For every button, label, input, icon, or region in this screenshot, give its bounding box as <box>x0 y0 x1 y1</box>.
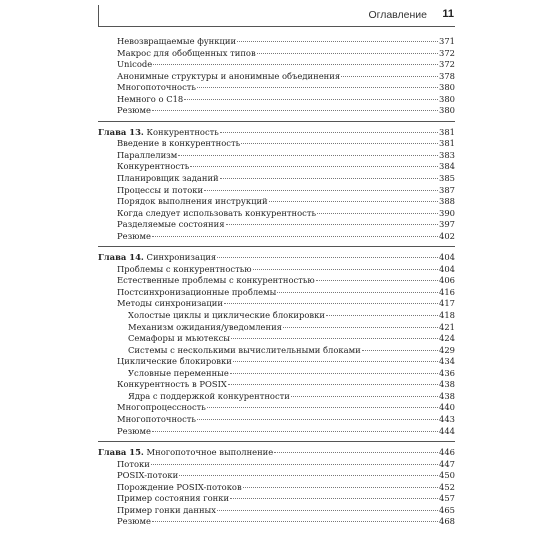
entry-title: Многопоточное выполнение <box>146 447 274 458</box>
toc-entry-label <box>128 391 290 401</box>
toc-page-number: 388 <box>439 196 455 207</box>
entry-title: Синхронизация <box>146 252 217 263</box>
dot-leader <box>178 155 438 156</box>
entry-title: Введение в конкурентность <box>117 138 241 149</box>
toc-entry-label <box>117 287 276 297</box>
section-divider <box>98 242 455 247</box>
toc-entry <box>98 36 455 48</box>
toc-entry-label <box>117 298 223 308</box>
toc-entry-label <box>117 459 150 469</box>
toc-page-number: 371 <box>439 36 455 46</box>
toc-entry-label <box>117 71 340 81</box>
entry-title: Порядок выполнения инструкций <box>117 196 268 207</box>
toc-entry <box>98 173 455 185</box>
toc-page-number: 383 <box>439 149 455 160</box>
toc-page-number: 380 <box>439 105 455 116</box>
entry-title: Резюме <box>117 230 151 241</box>
toc-entry <box>98 298 455 310</box>
toc-entry-label <box>117 161 189 171</box>
toc-page-number: 380 <box>439 82 455 93</box>
entry-title: Порождение POSIX-потоков <box>117 481 242 492</box>
entry-title: Условные переменные <box>128 367 229 378</box>
entry-title: Проблемы с конкурентностью <box>117 263 252 274</box>
entry-title: Невозвращаемые функции <box>117 36 237 46</box>
toc-entry <box>98 82 455 94</box>
toc-page-number: 450 <box>439 470 455 481</box>
toc-entry <box>98 161 455 173</box>
entry-title: Механизм ожидания/уведомления <box>128 321 282 332</box>
header-title: Оглавление <box>368 9 427 21</box>
entry-title: Естественные проблемы с конкурентностью <box>117 275 315 286</box>
toc-page-number: 417 <box>439 298 455 309</box>
toc-page-number: 465 <box>439 504 455 515</box>
toc-entry-label <box>117 516 151 526</box>
dot-leader <box>152 110 438 111</box>
section-divider <box>98 117 455 122</box>
toc-entry-label <box>117 150 177 160</box>
toc-entry-label <box>117 402 206 412</box>
dot-leader <box>204 190 438 191</box>
toc-entry-label <box>98 447 273 457</box>
dot-leader <box>152 521 438 522</box>
table-of-contents <box>98 36 455 528</box>
toc-entry <box>98 482 455 494</box>
entry-title: Холостые циклы и циклические блокировки <box>128 310 325 321</box>
toc-page-number: 381 <box>439 138 455 149</box>
toc-entry <box>98 345 455 357</box>
dot-leader <box>243 487 438 488</box>
entry-title: Планировщик заданий <box>117 173 219 184</box>
entry-title: Когда следует использовать конкурентность <box>117 207 317 218</box>
toc-page-number: 390 <box>439 207 455 218</box>
toc-entry-label <box>117 94 183 104</box>
entry-title: Многопроцессность <box>117 402 206 413</box>
dot-leader <box>220 178 438 179</box>
toc-entry-label <box>117 493 229 503</box>
toc-entry-label <box>128 322 282 332</box>
entry-title: Конкурентность <box>146 126 219 137</box>
dot-leader <box>197 419 438 420</box>
entry-title: Многопоточность <box>117 82 196 93</box>
toc-entry <box>98 426 455 438</box>
toc-entry-label <box>117 138 240 148</box>
toc-entry-label <box>117 208 316 218</box>
toc-entry-label <box>128 345 361 355</box>
toc-entry <box>98 219 455 231</box>
dot-leader <box>197 87 438 88</box>
toc-page-number: 402 <box>439 230 455 241</box>
toc-entry-label <box>117 219 225 229</box>
toc-page-number: 385 <box>439 173 455 184</box>
toc-page-number: 372 <box>439 59 455 70</box>
dot-leader <box>217 510 438 511</box>
toc-page-number: 438 <box>439 390 455 401</box>
toc-entry-label <box>128 368 229 378</box>
toc-entry <box>98 48 455 60</box>
toc-chapter-entry <box>98 252 455 264</box>
toc-entry-label <box>117 173 219 183</box>
dot-leader <box>237 41 438 42</box>
toc-page-number: 429 <box>439 344 455 355</box>
toc-page-number: 404 <box>439 252 455 263</box>
toc-entry <box>98 208 455 220</box>
toc-page-number: 397 <box>439 219 455 230</box>
running-header <box>98 5 455 27</box>
entry-title: Постсинхронизационные проблемы <box>117 286 277 297</box>
toc-entry <box>98 59 455 71</box>
toc-entry-label <box>117 59 152 69</box>
entry-title: Конкурентность <box>117 161 190 172</box>
toc-page-number: 406 <box>439 275 455 286</box>
toc-entry-label <box>117 48 256 58</box>
entry-title: Процессы и потоки <box>117 184 204 195</box>
entry-title: Конкурентность в POSIX <box>117 379 227 390</box>
toc-entry <box>98 150 455 162</box>
toc-page-number: 443 <box>439 413 455 424</box>
entry-title: Unicode <box>117 59 153 70</box>
toc-entry <box>98 264 455 276</box>
toc-page-number: 436 <box>439 367 455 378</box>
toc-entry-label <box>117 482 242 492</box>
dot-leader <box>152 236 438 237</box>
toc-page-number: 418 <box>439 310 455 321</box>
dot-leader <box>253 269 438 270</box>
dot-leader <box>217 257 438 258</box>
dot-leader <box>269 201 438 202</box>
toc-entry-label <box>117 82 196 92</box>
entry-title: Резюме <box>117 425 151 436</box>
toc-entry-label <box>128 310 325 320</box>
entry-title: Немного о C18 <box>117 93 184 104</box>
section-divider <box>98 437 455 442</box>
toc-page-number: 384 <box>439 161 455 172</box>
dot-leader <box>220 132 438 133</box>
toc-page-number: 457 <box>439 493 455 504</box>
toc-entry <box>98 333 455 345</box>
toc-page-number: 387 <box>439 184 455 195</box>
dot-leader <box>317 213 438 214</box>
dot-leader <box>326 315 438 316</box>
toc-page-number: 381 <box>439 126 455 137</box>
entry-title: Резюме <box>117 516 151 527</box>
dot-leader <box>184 99 438 100</box>
toc-entry <box>98 231 455 243</box>
toc-entry-label <box>117 414 196 424</box>
dot-leader <box>179 475 438 476</box>
toc-page-number: 434 <box>439 356 455 367</box>
dot-leader <box>228 384 438 385</box>
toc-entry-label <box>117 379 227 389</box>
toc-page-number: 424 <box>439 333 455 344</box>
dot-leader <box>152 431 438 432</box>
entry-title: Системы с несколькими вычислительными блоками <box>128 344 361 355</box>
entry-title: Анонимные структуры и анонимные объединения <box>117 70 341 81</box>
toc-page-number: 404 <box>439 263 455 274</box>
entry-title: Методы синхронизации <box>117 298 223 309</box>
toc-page-number: 440 <box>439 402 455 413</box>
toc-entry <box>98 185 455 197</box>
toc-entry <box>98 105 455 117</box>
dot-leader <box>233 361 438 362</box>
toc-page-number: 446 <box>439 447 455 458</box>
toc-entry <box>98 402 455 414</box>
dot-leader <box>231 338 438 339</box>
toc-entry-label <box>117 105 151 115</box>
toc-entry-label <box>98 252 216 262</box>
toc-entry <box>98 493 455 505</box>
toc-entry <box>98 414 455 426</box>
toc-entry <box>98 459 455 471</box>
toc-entry <box>98 505 455 517</box>
toc-entry-label <box>98 127 219 137</box>
toc-entry <box>98 356 455 368</box>
toc-entry <box>98 379 455 391</box>
toc-entry-label <box>128 333 230 343</box>
entry-title: Пример состояния гонки <box>117 493 230 504</box>
header-page-number: 11 <box>442 8 454 20</box>
toc-entry <box>98 310 455 322</box>
toc-page-number: 438 <box>439 379 455 390</box>
chapter-number: Глава 13. <box>98 126 144 137</box>
toc-chapter-entry <box>98 127 455 139</box>
entry-title: Разделяемые состояния <box>117 219 225 230</box>
toc-page-number: 380 <box>439 93 455 104</box>
dot-leader <box>224 303 438 304</box>
toc-entry-label <box>117 231 151 241</box>
entry-title: Резюме <box>117 105 151 116</box>
toc-entry-label <box>117 196 268 206</box>
toc-entry <box>98 322 455 334</box>
toc-entry <box>98 138 455 150</box>
toc-entry <box>98 275 455 287</box>
entry-title: Параллелизм <box>117 149 178 160</box>
entry-title: Ядра с поддержкой конкурентности <box>128 390 290 401</box>
toc-entry-label <box>117 185 203 195</box>
dot-leader <box>230 373 438 374</box>
toc-entry-label <box>117 356 232 366</box>
toc-entry-label <box>117 505 216 515</box>
dot-leader <box>230 498 438 499</box>
toc-entry <box>98 368 455 380</box>
entry-title: Циклические блокировки <box>117 356 232 367</box>
entry-title: Семафоры и мьютексы <box>128 333 230 344</box>
dot-leader <box>153 64 438 65</box>
toc-entry <box>98 470 455 482</box>
toc-entry-label <box>117 264 252 274</box>
dot-leader <box>362 350 438 351</box>
toc-entry <box>98 516 455 528</box>
entry-title: Пример гонки данных <box>117 504 216 515</box>
toc-entry <box>98 71 455 83</box>
entry-title: Макрос для обобщенных типов <box>117 47 256 58</box>
chapter-number: Глава 14. <box>98 252 144 263</box>
dot-leader <box>190 166 438 167</box>
dot-leader <box>226 224 439 225</box>
toc-page-number: 416 <box>439 286 455 297</box>
toc-entry <box>98 196 455 208</box>
toc-entry-label <box>117 426 151 436</box>
toc-page-number: 378 <box>439 70 455 81</box>
toc-page-number: 447 <box>439 458 455 469</box>
toc-entry <box>98 94 455 106</box>
toc-entry-label <box>117 470 178 480</box>
toc-entry <box>98 287 455 299</box>
dot-leader <box>274 452 438 453</box>
dot-leader <box>316 280 438 281</box>
entry-title: POSIX-потоки <box>117 470 179 481</box>
toc-page-number: 444 <box>439 425 455 436</box>
dot-leader <box>283 327 438 328</box>
chapter-number: Глава 15. <box>98 447 144 458</box>
toc-page-number: 452 <box>439 481 455 492</box>
dot-leader <box>151 464 438 465</box>
dot-leader <box>257 53 438 54</box>
toc-chapter-entry <box>98 447 455 459</box>
toc-page-number: 421 <box>439 321 455 332</box>
entry-title: Потоки <box>117 458 150 469</box>
toc-entry-label <box>117 275 315 285</box>
dot-leader <box>341 76 438 77</box>
toc-entry-label <box>117 36 236 46</box>
dot-leader <box>207 407 438 408</box>
toc-page-number: 372 <box>439 47 455 58</box>
dot-leader <box>277 292 438 293</box>
toc-entry <box>98 391 455 403</box>
toc-page-number: 468 <box>439 516 455 527</box>
dot-leader <box>241 143 438 144</box>
dot-leader <box>291 396 438 397</box>
entry-title: Многопоточность <box>117 413 196 424</box>
